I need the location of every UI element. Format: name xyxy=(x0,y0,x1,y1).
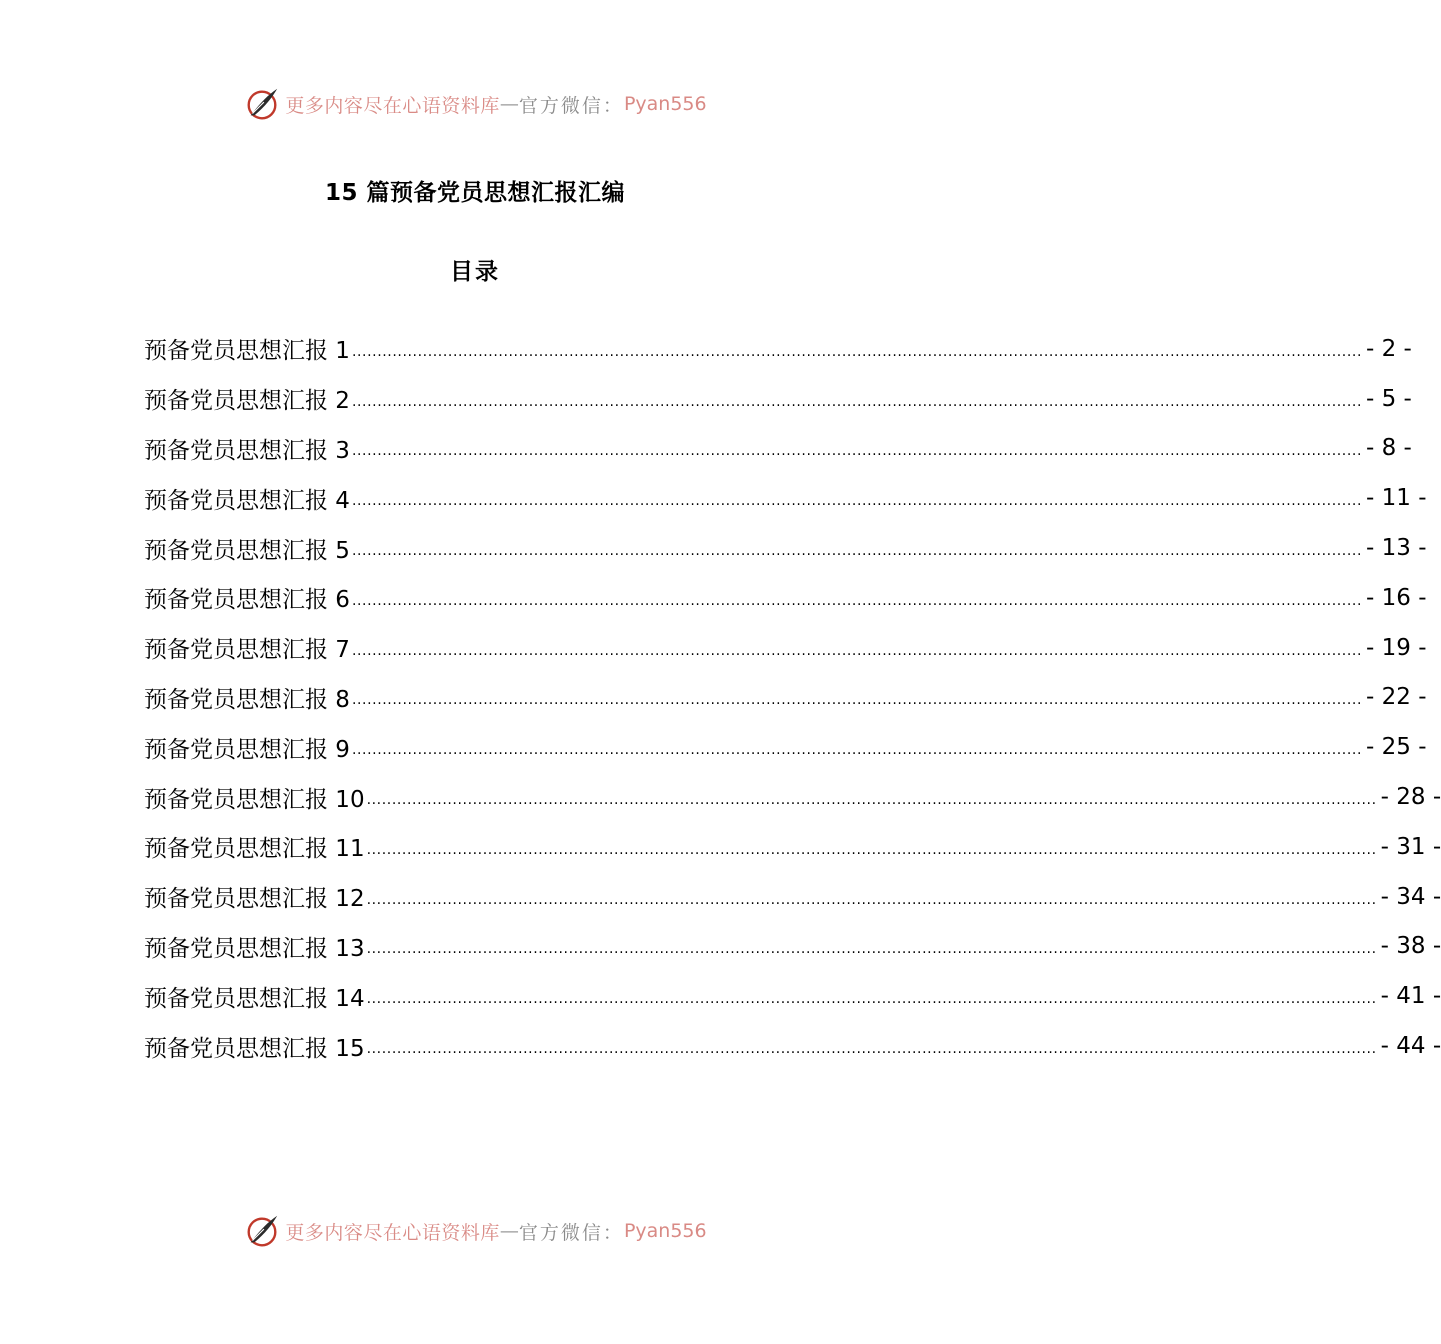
banner-text: 更多内容尽在心语资料库 xyxy=(285,94,500,117)
toc-leader-dots: ........................................................................................................................................................................................................ xyxy=(366,792,1377,809)
document-title: 15 篇预备党员思想汇报汇编 xyxy=(324,180,625,206)
toc-heading: 目录 xyxy=(450,259,500,285)
toc-entry-page: - 5 - xyxy=(1366,385,1412,412)
toc-entry-page: - 8 - xyxy=(1366,435,1412,462)
toc-entry-label: 预备党员思想汇报 1 xyxy=(144,338,350,365)
header-banner xyxy=(0,82,950,126)
toc-entry[interactable] xyxy=(144,324,1412,374)
toc-entry[interactable] xyxy=(144,573,1427,623)
toc-entry-page: - 16 - xyxy=(1366,584,1427,611)
toc-entry[interactable] xyxy=(144,623,1427,673)
banner-official: 官方微信： xyxy=(518,1221,624,1244)
toc-entry-page: - 2 - xyxy=(1366,335,1412,362)
toc-entry-page: - 41 - xyxy=(1380,983,1441,1010)
toc-entry-label: 预备党员思想汇报 4 xyxy=(144,487,350,514)
toc-entry-page: - 44 - xyxy=(1380,1033,1441,1060)
toc-entry-label: 预备党员思想汇报 11 xyxy=(144,836,365,863)
toc-entry-label: 预备党员思想汇报 13 xyxy=(144,935,365,962)
quill-logo-icon xyxy=(243,1212,281,1250)
toc-entry-label: 预备党员思想汇报 3 xyxy=(144,437,350,464)
toc-entry-page: - 19 - xyxy=(1366,634,1427,661)
toc-leader-dots: ........................................................................................................................................................................................................ xyxy=(351,692,1362,709)
toc-leader-dots: ........................................................................................................................................................................................................ xyxy=(351,443,1362,460)
toc-entry[interactable] xyxy=(144,922,1441,972)
toc-leader-dots: ........................................................................................................................................................................................................ xyxy=(366,941,1377,958)
toc-leader-dots: ........................................................................................................................................................................................................ xyxy=(351,493,1362,510)
toc-entry-page: - 34 - xyxy=(1380,883,1441,910)
toc-leader-dots: ........................................................................................................................................................................................................ xyxy=(351,642,1362,659)
toc-leader-dots: ........................................................................................................................................................................................................ xyxy=(366,891,1377,908)
toc-leader-dots: ........................................................................................................................................................................................................ xyxy=(351,742,1362,759)
toc-entry[interactable] xyxy=(144,772,1441,822)
toc-entry-label: 预备党员思想汇报 7 xyxy=(144,637,350,664)
toc-entry[interactable] xyxy=(144,872,1441,922)
banner-wechat-id: Pyan556 xyxy=(623,1220,707,1242)
toc-entry[interactable] xyxy=(144,424,1412,474)
toc-entry[interactable] xyxy=(144,722,1427,772)
toc-leader-dots: ........................................................................................................................................................................................................ xyxy=(366,841,1377,858)
toc-entry-page: - 28 - xyxy=(1380,784,1441,811)
toc-entry-page: - 11 - xyxy=(1366,485,1427,512)
toc-leader-dots: ........................................................................................................................................................................................................ xyxy=(366,991,1377,1008)
toc-leader-dots: ........................................................................................................................................................................................................ xyxy=(366,1041,1377,1058)
toc-entry[interactable] xyxy=(144,822,1441,872)
toc-leader-dots: ........................................................................................................................................................................................................ xyxy=(351,592,1362,609)
toc-entry-label: 预备党员思想汇报 6 xyxy=(144,587,350,614)
banner-dash: — xyxy=(499,1220,519,1242)
toc-entry-label: 预备党员思想汇报 8 xyxy=(144,686,350,713)
banner-official: 官方微信： xyxy=(518,94,624,117)
banner-wechat-id: Pyan556 xyxy=(623,93,707,115)
toc-entry-label: 预备党员思想汇报 14 xyxy=(144,985,365,1012)
footer-banner xyxy=(0,1209,950,1253)
toc-entry[interactable] xyxy=(144,523,1427,573)
toc-entry-page: - 13 - xyxy=(1366,535,1427,562)
banner-text: 更多内容尽在心语资料库 xyxy=(285,1221,500,1244)
toc-entry-page: - 31 - xyxy=(1380,833,1441,860)
toc-entry-label: 预备党员思想汇报 12 xyxy=(144,886,365,913)
toc-leader-dots: ........................................................................................................................................................................................................ xyxy=(351,393,1362,410)
toc-entry[interactable] xyxy=(144,374,1412,424)
toc-entry[interactable] xyxy=(144,971,1441,1021)
toc-entry-label: 预备党员思想汇报 5 xyxy=(144,537,350,564)
table-of-contents xyxy=(144,324,1441,1071)
toc-entry-label: 预备党员思想汇报 15 xyxy=(144,1035,365,1062)
toc-entry-page: - 25 - xyxy=(1366,734,1427,761)
toc-entry-label: 预备党员思想汇报 9 xyxy=(144,736,350,763)
quill-logo-icon xyxy=(243,85,281,123)
toc-leader-dots: ........................................................................................................................................................................................................ xyxy=(351,343,1362,360)
toc-entry[interactable] xyxy=(144,1021,1441,1071)
toc-entry[interactable] xyxy=(144,673,1427,723)
toc-entry[interactable] xyxy=(144,473,1427,523)
toc-leader-dots: ........................................................................................................................................................................................................ xyxy=(351,543,1362,560)
toc-entry-page: - 38 - xyxy=(1380,933,1441,960)
toc-entry-label: 预备党员思想汇报 10 xyxy=(144,786,365,813)
toc-entry-page: - 22 - xyxy=(1366,684,1427,711)
toc-entry-label: 预备党员思想汇报 2 xyxy=(144,388,350,415)
banner-dash: — xyxy=(499,93,519,115)
